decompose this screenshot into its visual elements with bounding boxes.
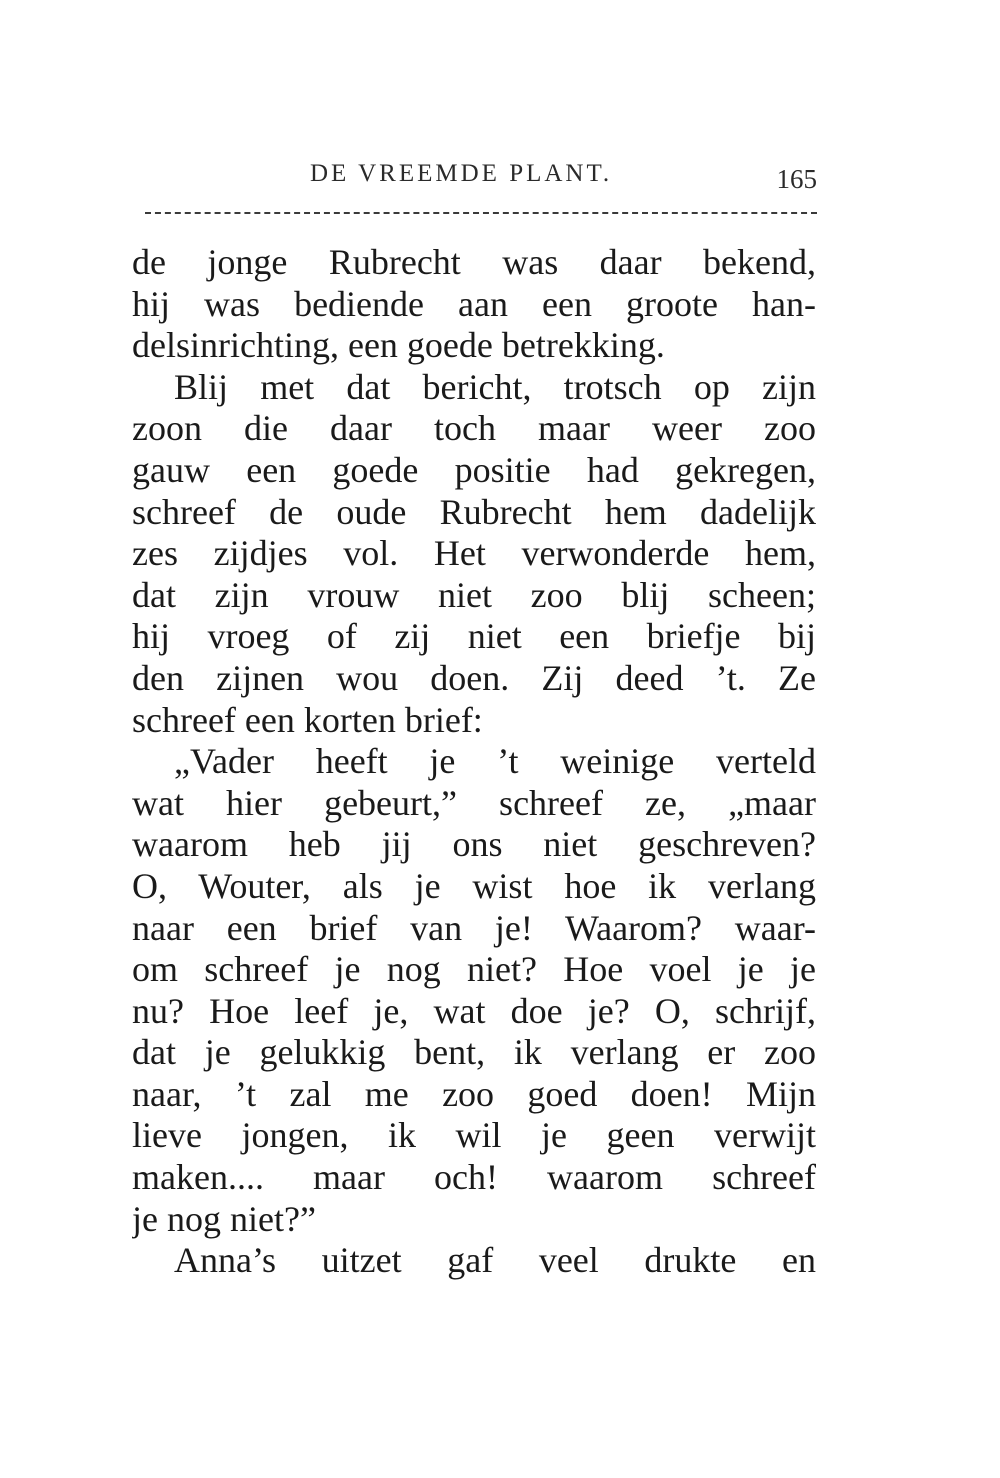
text-line: O, Wouter, als je wist hoe ik verlang [132, 865, 816, 906]
text-line: waarom heb jij ons niet geschreven? [132, 824, 816, 865]
body-text [132, 242, 816, 1282]
text-line: dat zijn vrouw niet zoo blij scheen; [132, 574, 816, 615]
text-line: zoon die daar toch maar weer zoo [132, 408, 816, 449]
text-line: delsinrichting, een goede betrekking. [132, 325, 665, 366]
text-line: Anna’s uitzet gaf veel drukte en [174, 1240, 816, 1281]
text-line: den zijnen wou doen. Zij deed ’t. Ze [132, 657, 816, 698]
text-line: hij vroeg of zij niet een briefje bij [132, 616, 816, 657]
text-line: hij was bediende aan een groote han- [132, 283, 816, 324]
header-rule [145, 212, 817, 214]
running-head [145, 160, 817, 206]
page-number: 165 [776, 164, 817, 194]
text-line: dat je gelukkig bent, ik verlang er zoo [132, 1032, 816, 1073]
text-line: maken.... maar och! waarom schreef [132, 1157, 816, 1198]
text-line: schreef een korten brief: [132, 699, 483, 740]
text-line: naar, ’t zal me zoo goed doen! Mijn [132, 1073, 816, 1114]
text-line: schreef de oude Rubrecht hem dadelijk [132, 491, 816, 532]
text-line: je nog niet?” [132, 1198, 316, 1239]
text-line: om schreef je nog niet? Hoe voel je je [132, 949, 816, 990]
running-title: DE VREEMDE PLANT. [310, 160, 613, 187]
text-line: wat hier gebeurt,” schreef ze, „maar [132, 782, 816, 823]
text-line: Blij met dat bericht, trotsch op zijn [174, 366, 816, 407]
text-line: nu? Hoe leef je, wat doe je? O, schrijf, [132, 990, 816, 1031]
text-line: „Vader heeft je ’t weinige verteld [174, 741, 816, 782]
text-line: lieve jongen, ik wil je geen verwijt [132, 1115, 816, 1156]
text-line: gauw een goede positie had gekregen, [132, 449, 816, 490]
text-line: zes zijdjes vol. Het verwonderde hem, [132, 533, 816, 574]
text-line: naar een brief van je! Waarom? waar- [132, 907, 816, 948]
text-line: de jonge Rubrecht was daar bekend, [132, 242, 816, 282]
